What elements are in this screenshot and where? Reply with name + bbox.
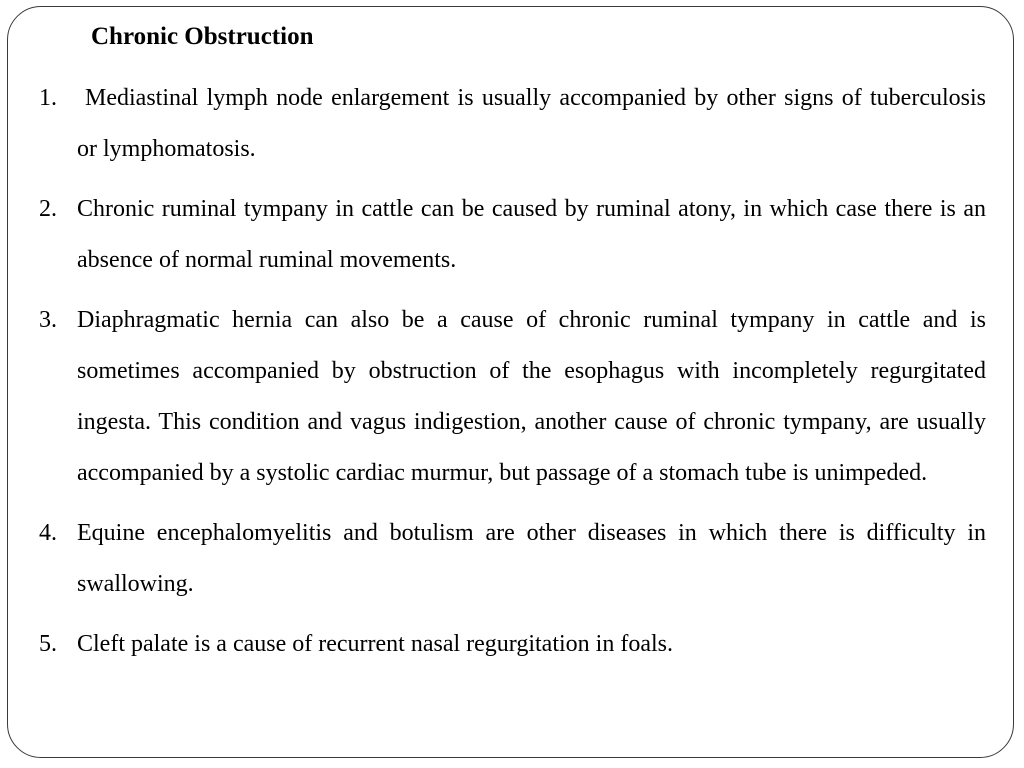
list-item xyxy=(39,619,986,670)
list-item-text: Equine encephalomyelitis and botulism are other diseases in which there is difficulty in swallowing. xyxy=(77,520,986,597)
list-item xyxy=(39,184,986,286)
list-item-text: Mediastinal lymph node enlargement is usually accompanied by other signs of tuberculosis or lymphomatosis. xyxy=(77,85,986,162)
list-item-number: 2. xyxy=(39,196,57,222)
list-item-number: 1. xyxy=(39,85,57,111)
list-item-text: Chronic ruminal tympany in cattle can be caused by ruminal atony, in which case there is an absence of normal ruminal movements. xyxy=(77,196,986,273)
list-item xyxy=(39,295,986,499)
list-item-number: 3. xyxy=(39,307,57,333)
list-item xyxy=(39,508,986,610)
list-item-number: 4. xyxy=(39,520,57,546)
list-item-text: Cleft palate is a cause of recurrent nasal regurgitation in foals. xyxy=(77,631,673,657)
slide-title: Chronic Obstruction xyxy=(91,23,314,50)
list-item-text: Diaphragmatic hernia can also be a cause of chronic ruminal tympany in cattle and is sometimes accompanied by obstruction of the esophagus with incompletely regurgitated ingesta. This condition and vagus indigestion, another cause of chronic tympany, are usually accompanied by a systolic cardiac murmur, but passage of a stomach tube is unimpeded. xyxy=(77,307,986,486)
list-item-number: 5. xyxy=(39,631,57,657)
numbered-list xyxy=(39,73,986,679)
list-item xyxy=(39,73,986,175)
